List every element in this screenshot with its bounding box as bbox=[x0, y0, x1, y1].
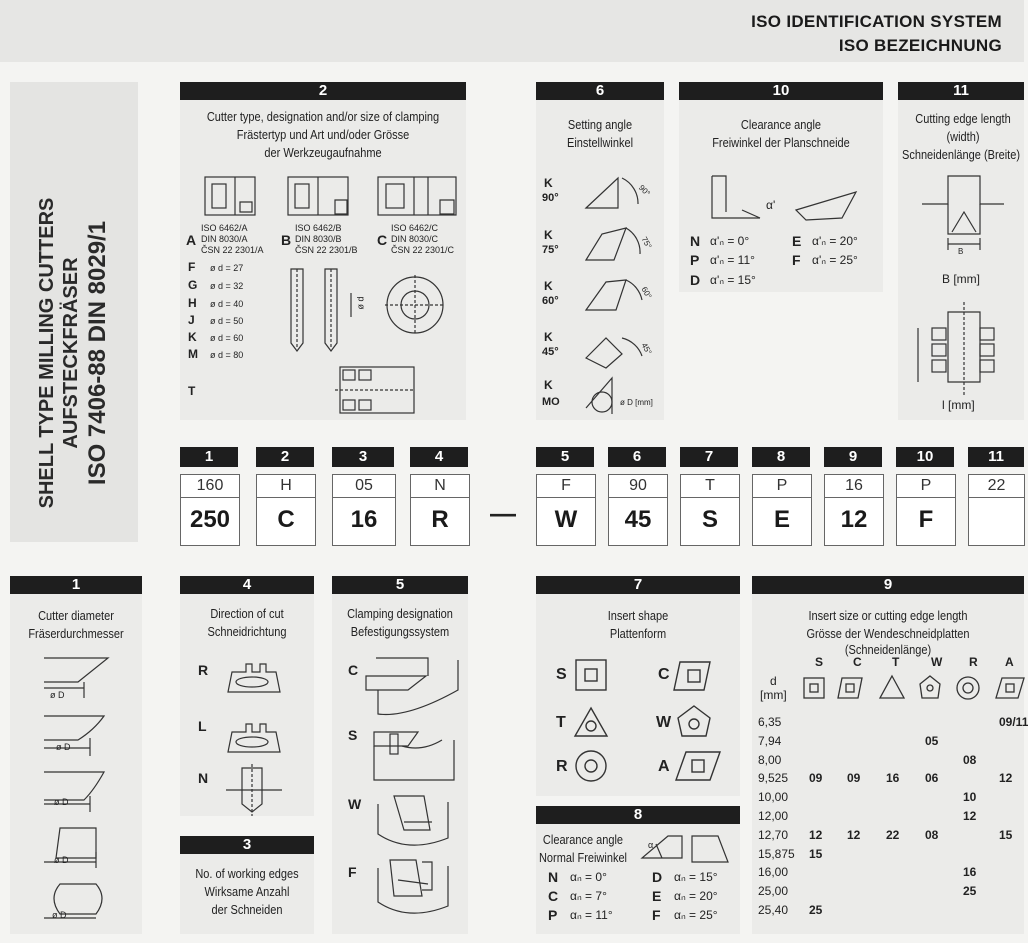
panel-6-title-en: Setting angle bbox=[567, 118, 633, 132]
panel-2-title-en: Cutter type, designation and/or size of clamping bbox=[206, 110, 440, 124]
panel-11-title-de: Schneidenlänge (Breite) bbox=[901, 148, 1021, 162]
insert-column-icons bbox=[800, 674, 1024, 706]
type-a-csn: ČSN 22 2301/A bbox=[201, 245, 264, 255]
diameter-label-5: ø D bbox=[52, 910, 67, 920]
code-11-top: 22 bbox=[969, 475, 1024, 498]
direction-r-letter: R bbox=[198, 662, 209, 678]
normal-e-letter: E bbox=[652, 888, 662, 904]
size-f-letter: F bbox=[188, 260, 196, 274]
normal-f-letter: F bbox=[652, 907, 661, 923]
type-c-din: DIN 8030/C bbox=[391, 234, 439, 244]
panel-4-number: 4 bbox=[180, 576, 314, 594]
size-k-letter: K bbox=[188, 330, 197, 344]
panel-1-title-en: Cutter diameter bbox=[38, 609, 114, 623]
diameter-label-4: ø D bbox=[54, 855, 69, 865]
title-shell-type: SHELL TYPE MILLING CUTTERS bbox=[36, 197, 58, 509]
insert-d-header: d bbox=[770, 674, 777, 688]
insert-col-r: R bbox=[969, 655, 978, 669]
diameter-label-1: ø D bbox=[50, 690, 65, 700]
angle-k-90: K bbox=[544, 176, 553, 190]
size-j-d: ø d = 50 bbox=[210, 316, 244, 326]
normal-alpha-mark: α bbox=[648, 840, 654, 850]
clearance-n-value: α'ₙ = 0° bbox=[710, 234, 750, 248]
angle-45-mark: 45° bbox=[639, 341, 654, 357]
code-5-bottom: W bbox=[554, 506, 578, 533]
panel-6-title-de: Einstellwinkel bbox=[566, 136, 634, 150]
insert-row-d: 15,875 bbox=[758, 847, 795, 861]
header-title-en: ISO IDENTIFICATION SYSTEM bbox=[751, 12, 1002, 31]
panel-9-title-en: Insert size or cutting edge length bbox=[808, 609, 968, 623]
code-box-11 bbox=[968, 474, 1025, 546]
normal-e-value: αₙ = 20° bbox=[674, 889, 718, 903]
code-9-top: 16 bbox=[825, 475, 883, 498]
code-6-bottom: 45 bbox=[624, 506, 652, 533]
panel-7-title-en: Insert shape bbox=[607, 609, 669, 623]
code-7-top: T bbox=[681, 475, 739, 498]
type-a-iso: ISO 6462/A bbox=[201, 223, 248, 233]
insert-cell-r: 12 bbox=[963, 809, 977, 823]
code-box-9 bbox=[824, 474, 884, 546]
shape-t-letter: T bbox=[556, 714, 566, 731]
shape-r-letter: R bbox=[556, 758, 568, 775]
panel-2-number: 2 bbox=[180, 82, 466, 100]
panel-7-number: 7 bbox=[536, 576, 740, 594]
angle-mo-value: MO bbox=[542, 396, 560, 408]
clearance-d-value: α'ₙ = 15° bbox=[710, 273, 756, 287]
code-num-3: 3 bbox=[332, 447, 394, 467]
size-t-letter: T bbox=[188, 384, 196, 398]
normal-d-value: αₙ = 15° bbox=[674, 870, 718, 884]
direction-of-cut-diagrams bbox=[222, 656, 292, 816]
normal-d-letter: D bbox=[652, 869, 663, 885]
size-m-d: ø d = 80 bbox=[210, 350, 244, 360]
panel-10-title-en: Clearance angle bbox=[740, 118, 822, 132]
insert-cell-c: 12 bbox=[847, 828, 861, 842]
angle-75-mark: 75° bbox=[639, 235, 654, 251]
size-m-letter: M bbox=[188, 347, 198, 361]
clamp-s-letter: S bbox=[348, 727, 358, 743]
angle-60-value: 60° bbox=[542, 295, 559, 307]
clamping-size-diagrams bbox=[285, 265, 455, 415]
code-7-bottom: S bbox=[701, 506, 718, 533]
panel-7-title-de: Plattenform bbox=[609, 627, 667, 641]
angle-mo-mark: ø D [mm] bbox=[620, 398, 653, 407]
insert-col-w: W bbox=[931, 655, 943, 669]
code-9-bottom: 12 bbox=[840, 506, 868, 533]
code-num-1: 1 bbox=[180, 447, 238, 467]
type-c-iso: ISO 6462/C bbox=[391, 223, 439, 233]
length-l-label: l [mm] bbox=[942, 398, 975, 412]
panel-3-number: 3 bbox=[180, 836, 314, 854]
panel-10-number: 10 bbox=[679, 82, 883, 100]
insert-shape-icons bbox=[574, 656, 724, 786]
insert-cell-r: 08 bbox=[963, 753, 977, 767]
normal-n-letter: N bbox=[548, 869, 559, 885]
panel-11-title-en: Cutting edge length bbox=[915, 112, 1011, 126]
type-c-csn: ČSN 22 2301/C bbox=[391, 245, 455, 255]
insert-row-d: 25,40 bbox=[758, 903, 789, 917]
angle-k-60: K bbox=[544, 279, 553, 293]
code-num-8: 8 bbox=[752, 447, 810, 467]
insert-cell-r: 16 bbox=[963, 865, 977, 879]
insert-cell-r: 10 bbox=[963, 790, 977, 804]
insert-col-a: A bbox=[1005, 655, 1014, 669]
size-h-letter: H bbox=[188, 296, 197, 310]
code-box-7 bbox=[680, 474, 740, 546]
type-c-letter: C bbox=[377, 232, 388, 248]
clearance-p-value: α'ₙ = 11° bbox=[710, 253, 755, 267]
panel-2-title-de1: Frästertyp und Art und/oder Grösse bbox=[236, 128, 410, 142]
panel-5-title-en: Clamping designation bbox=[347, 607, 453, 621]
angle-90-value: 90° bbox=[542, 192, 559, 204]
panel-4-title-en: Direction of cut bbox=[210, 607, 284, 621]
insert-row-d: 16,00 bbox=[758, 865, 789, 879]
angle-k-45: K bbox=[544, 330, 553, 344]
code-3-top: 05 bbox=[333, 475, 395, 498]
angle-75-value: 75° bbox=[542, 244, 559, 256]
panel-4-title-de: Schneidrichtung bbox=[207, 625, 287, 639]
insert-cell-s: 12 bbox=[809, 828, 823, 842]
panel-1-title-de: Fräserdurchmesser bbox=[28, 627, 124, 641]
clamp-c-letter: C bbox=[348, 662, 359, 678]
clearance-p-letter: P bbox=[690, 252, 700, 268]
panel-11-title-width: (width) bbox=[946, 130, 980, 144]
size-g-letter: G bbox=[188, 278, 198, 292]
panel-5-title-de: Befestigungssystem bbox=[350, 625, 450, 639]
code-4-bottom: R bbox=[431, 506, 449, 533]
angle-k-mo: K bbox=[544, 378, 553, 392]
cutter-type-diagrams bbox=[200, 172, 460, 222]
clamping-system-diagrams bbox=[362, 654, 462, 926]
type-a-din: DIN 8030/A bbox=[201, 234, 248, 244]
clearance-e-value: α'ₙ = 20° bbox=[812, 234, 858, 248]
size-g-d: ø d = 32 bbox=[210, 281, 244, 291]
normal-clearance-diagram bbox=[640, 830, 730, 866]
code-5-top: F bbox=[537, 475, 595, 498]
clamp-f-letter: F bbox=[348, 864, 357, 880]
code-box-5 bbox=[536, 474, 596, 546]
title-standards: ISO 7406-88 DIN 8029/1 bbox=[84, 220, 111, 486]
code-1-bottom: 250 bbox=[189, 506, 231, 533]
diameter-label-3: ø D bbox=[54, 797, 69, 807]
type-b-iso: ISO 6462/B bbox=[295, 223, 342, 233]
type-a-letter: A bbox=[186, 232, 197, 248]
code-box-6 bbox=[608, 474, 668, 546]
normal-p-value: αₙ = 11° bbox=[570, 908, 613, 922]
insert-row-d: 12,70 bbox=[758, 828, 789, 842]
insert-row-d: 25,00 bbox=[758, 884, 789, 898]
angle-k-75: K bbox=[544, 228, 553, 242]
panel-3-title-de1: Wirksame Anzahl bbox=[204, 885, 290, 899]
panel-8-number: 8 bbox=[536, 806, 740, 824]
shape-c-letter: C bbox=[658, 666, 670, 683]
code-8-top: P bbox=[753, 475, 811, 498]
normal-p-letter: P bbox=[548, 907, 558, 923]
panel-3-title-de2: der Schneiden bbox=[211, 903, 283, 917]
normal-n-value: αₙ = 0° bbox=[570, 870, 607, 884]
panel-5-number: 5 bbox=[332, 576, 468, 594]
insert-cell-s: 09 bbox=[809, 771, 823, 785]
code-box-3 bbox=[332, 474, 396, 546]
panel-9-number: 9 bbox=[752, 576, 1024, 594]
code-10-bottom: F bbox=[918, 506, 934, 533]
shape-a-letter: A bbox=[658, 758, 670, 775]
insert-row-d: 8,00 bbox=[758, 753, 782, 767]
code-num-4: 4 bbox=[410, 447, 468, 467]
vertical-title bbox=[35, 198, 113, 509]
size-k-d: ø d = 60 bbox=[210, 333, 244, 343]
insert-cell-a: 15 bbox=[999, 828, 1013, 842]
normal-f-value: αₙ = 25° bbox=[674, 908, 718, 922]
angle-45-value: 45° bbox=[542, 346, 559, 358]
insert-d-unit: [mm] bbox=[760, 688, 787, 702]
panel-11-number: 11 bbox=[898, 82, 1024, 100]
insert-cell-s: 15 bbox=[809, 847, 823, 861]
header-bar bbox=[0, 0, 1024, 62]
insert-row-d: 6,35 bbox=[758, 715, 782, 729]
normal-c-value: αₙ = 7° bbox=[570, 889, 607, 903]
insert-cell-r: 25 bbox=[963, 884, 977, 898]
insert-cell-w: 05 bbox=[925, 734, 939, 748]
code-box-2 bbox=[256, 474, 316, 546]
normal-c-letter: C bbox=[548, 888, 559, 904]
code-num-11: 11 bbox=[968, 447, 1024, 467]
code-2-bottom: C bbox=[277, 506, 295, 533]
insert-row-d: 7,94 bbox=[758, 734, 782, 748]
clamp-w-letter: W bbox=[348, 796, 362, 812]
title-aufsteckfraser: AUFSTECKFRÄSER bbox=[60, 257, 82, 449]
code-num-2: 2 bbox=[256, 447, 314, 467]
code-1-top: 160 bbox=[181, 475, 239, 498]
size-j-letter: J bbox=[188, 313, 195, 327]
size-f-d: ø d = 27 bbox=[210, 263, 244, 273]
width-b-label: B [mm] bbox=[942, 272, 980, 286]
clearance-d-letter: D bbox=[690, 272, 701, 288]
panel-8-title-en: Clearance angle bbox=[542, 833, 624, 847]
type-b-csn: ČSN 22 2301/B bbox=[295, 245, 358, 255]
panel-2-title-de2: der Werkzeugaufnahme bbox=[264, 146, 382, 160]
insert-col-c: C bbox=[853, 655, 862, 669]
insert-cell-t: 16 bbox=[886, 771, 900, 785]
panel-10-title-de: Freiwinkel der Planschneide bbox=[712, 136, 850, 150]
code-4-top: N bbox=[411, 475, 469, 498]
code-3-bottom: 16 bbox=[350, 506, 378, 533]
direction-l-letter: L bbox=[198, 718, 207, 734]
clearance-e-letter: E bbox=[792, 233, 802, 249]
insert-row-d: 10,00 bbox=[758, 790, 789, 804]
direction-n-letter: N bbox=[198, 770, 209, 786]
panel-6-number: 6 bbox=[536, 82, 664, 100]
clearance-angle-diagram bbox=[706, 170, 862, 226]
insert-cell-t: 22 bbox=[886, 828, 900, 842]
panel-3-title-en: No. of working edges bbox=[195, 867, 299, 881]
shape-w-letter: W bbox=[656, 714, 672, 731]
code-separator-dash: — bbox=[490, 498, 516, 528]
shape-s-letter: S bbox=[556, 666, 567, 683]
insert-col-t: T bbox=[892, 655, 900, 669]
panel-1-number: 1 bbox=[10, 576, 142, 594]
insert-cell-w: 06 bbox=[925, 771, 939, 785]
code-6-top: 90 bbox=[609, 475, 667, 498]
code-10-top: P bbox=[897, 475, 955, 498]
angle-90-mark: 90° bbox=[636, 183, 652, 199]
insert-cell-s: 25 bbox=[809, 903, 823, 917]
width-b-mark: B bbox=[958, 247, 964, 256]
code-box-4 bbox=[410, 474, 470, 546]
cutting-edge-diagrams bbox=[918, 172, 1008, 412]
clearance-f-letter: F bbox=[792, 252, 801, 268]
size-h-d: ø d = 40 bbox=[210, 299, 244, 309]
insert-col-s: S bbox=[815, 655, 824, 669]
clamp-d-label: ø d bbox=[355, 296, 366, 310]
insert-row-d: 12,00 bbox=[758, 809, 789, 823]
clearance-alpha-label: α' bbox=[766, 198, 776, 212]
code-num-10: 10 bbox=[896, 447, 954, 467]
insert-cell-a: 12 bbox=[999, 771, 1013, 785]
code-num-9: 9 bbox=[824, 447, 882, 467]
code-num-5: 5 bbox=[536, 447, 594, 467]
header-title-de: ISO BEZEICHNUNG bbox=[838, 36, 1002, 55]
clearance-n-letter: N bbox=[690, 233, 701, 249]
code-num-7: 7 bbox=[680, 447, 738, 467]
type-b-din: DIN 8030/B bbox=[295, 234, 342, 244]
panel-8-title-de: Normal Freiwinkel bbox=[538, 851, 628, 865]
diameter-label-2: ø D bbox=[56, 742, 71, 752]
insert-cell-a: 09/11 bbox=[999, 715, 1028, 729]
code-box-10 bbox=[896, 474, 956, 546]
insert-row-d: 9,525 bbox=[758, 771, 789, 785]
sidebar-title-panel bbox=[10, 82, 138, 542]
clearance-f-value: α'ₙ = 25° bbox=[812, 253, 858, 267]
insert-cell-c: 09 bbox=[847, 771, 861, 785]
angle-60-mark: 60° bbox=[639, 285, 654, 301]
panel-9-title-de: Grösse der Wendeschneidplatten (Schneidenlänge) bbox=[806, 627, 970, 657]
code-2-top: H bbox=[257, 475, 315, 498]
code-8-bottom: E bbox=[773, 506, 790, 533]
insert-cell-w: 08 bbox=[925, 828, 939, 842]
code-num-6: 6 bbox=[608, 447, 666, 467]
code-box-8 bbox=[752, 474, 812, 546]
type-b-letter: B bbox=[281, 232, 292, 248]
code-box-1 bbox=[180, 474, 240, 546]
